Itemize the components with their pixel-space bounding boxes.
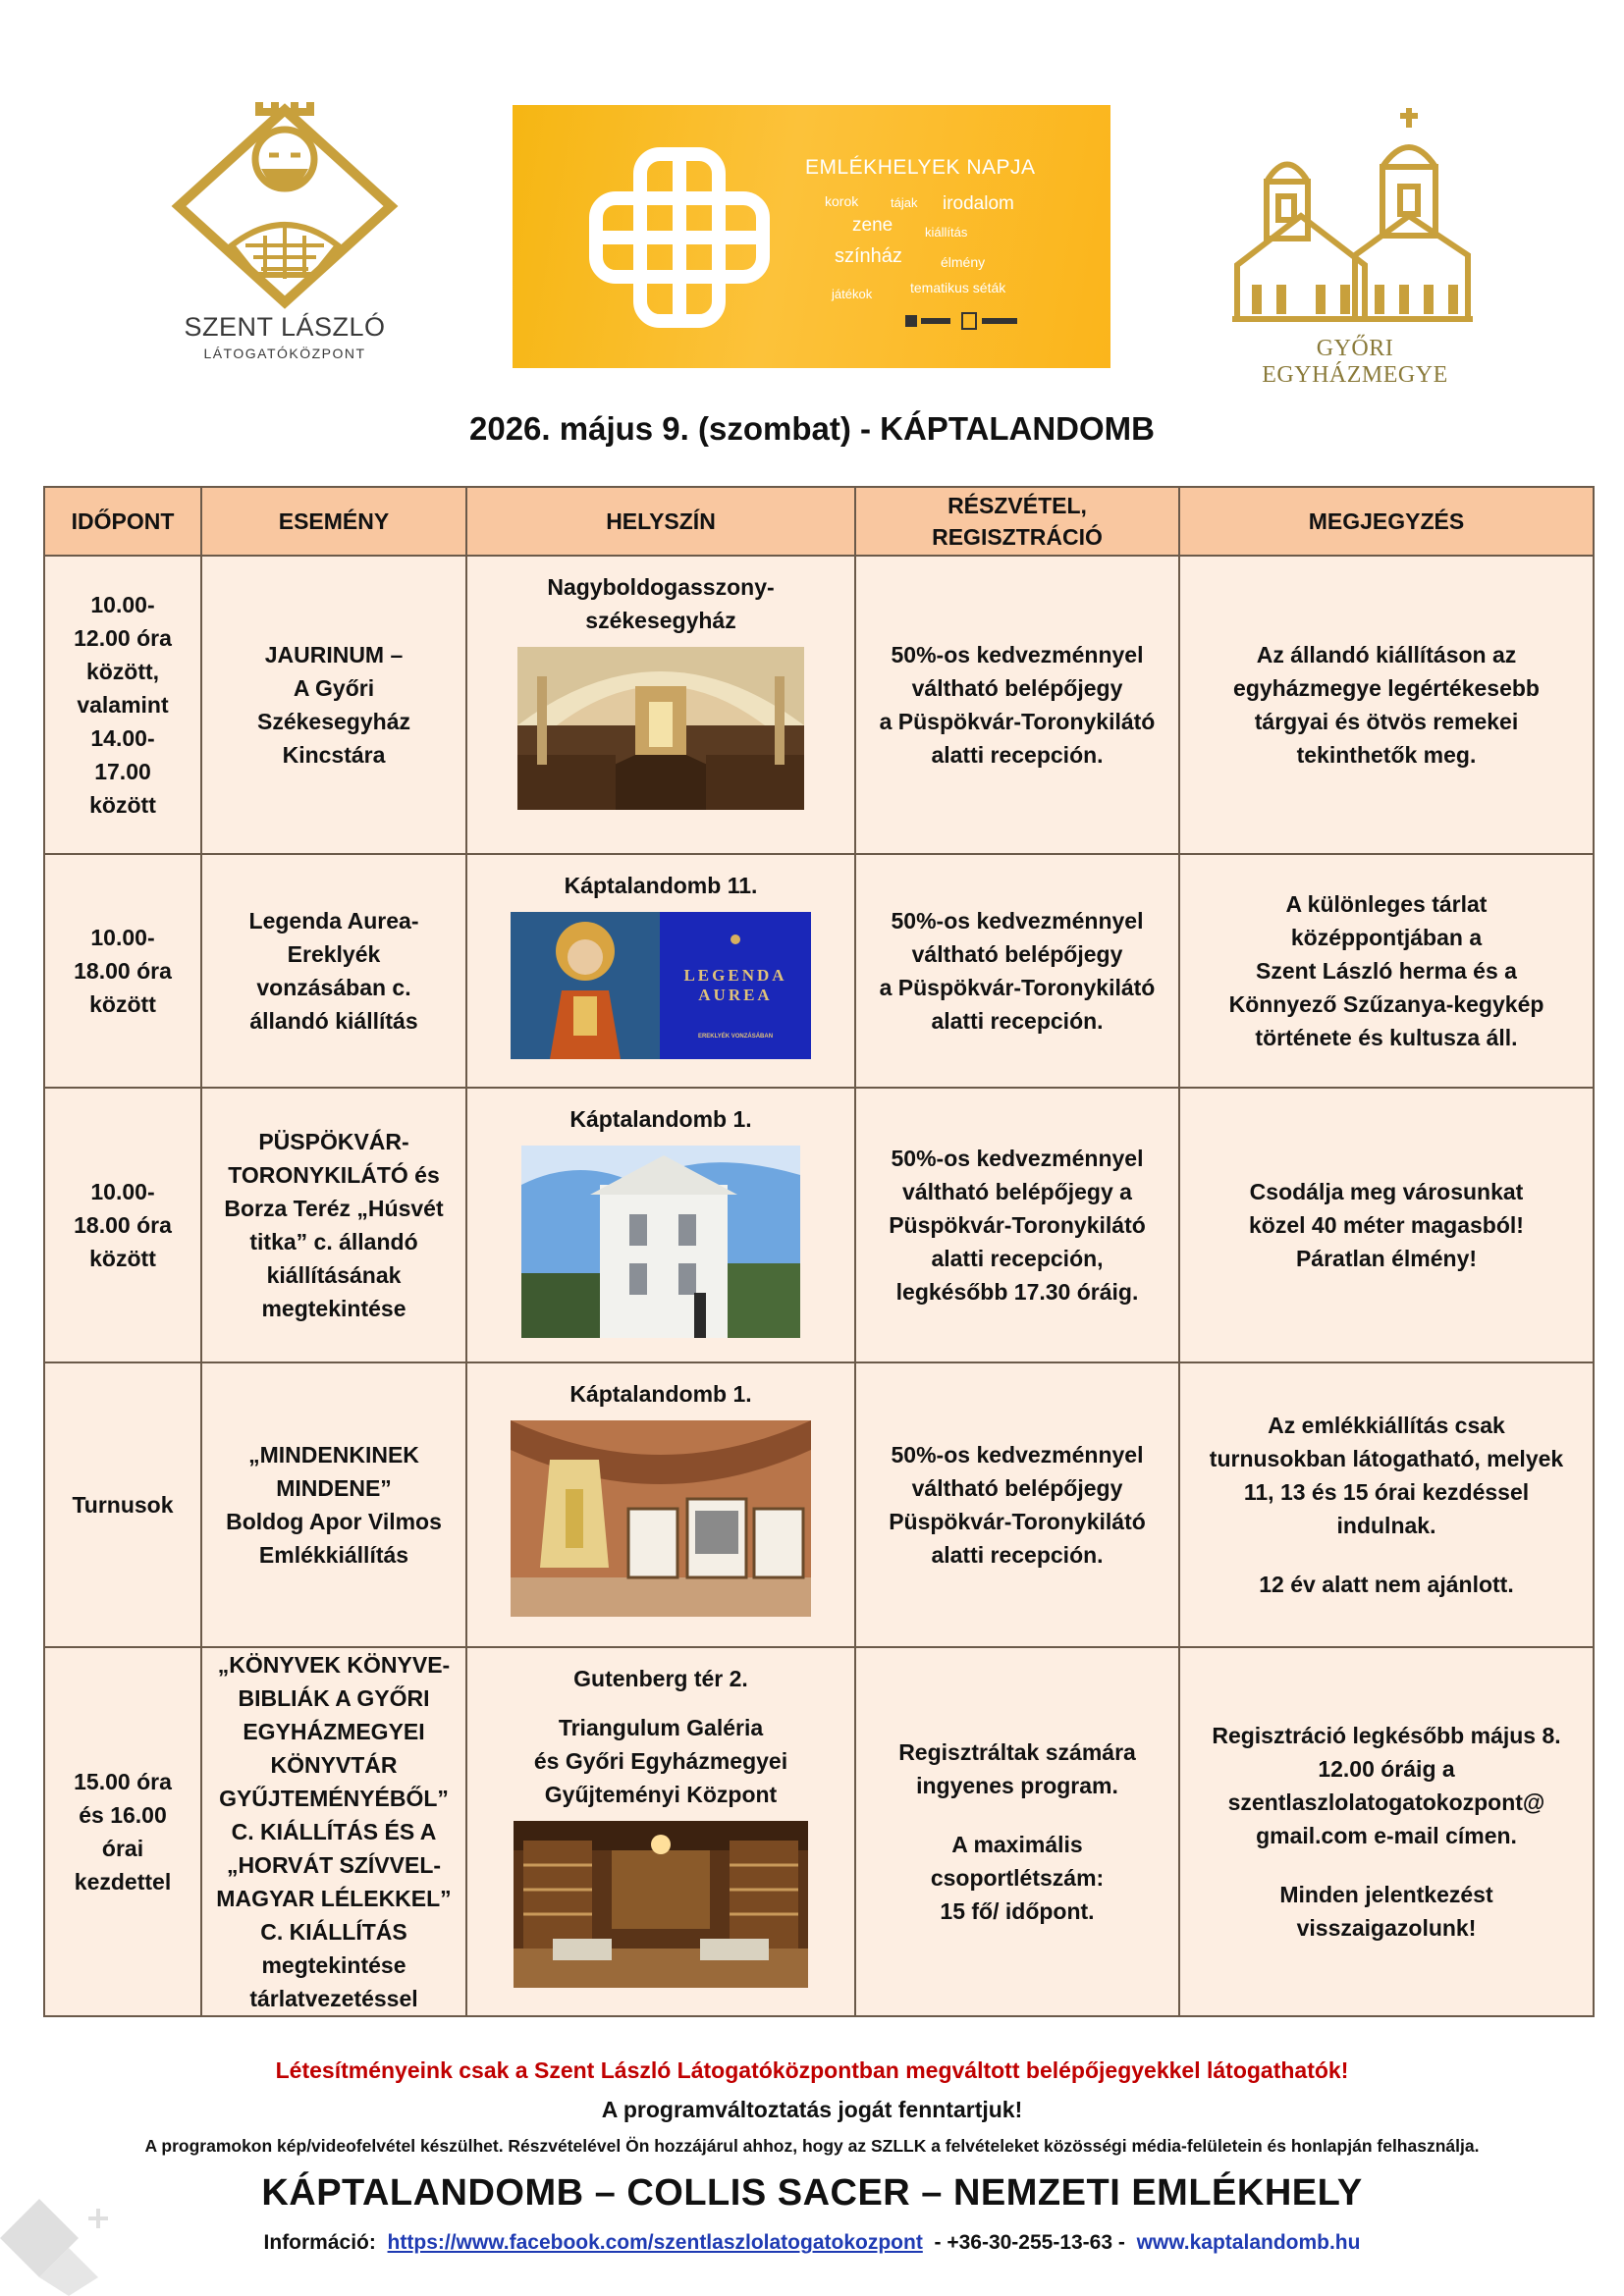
cell-line: indulnak. <box>1336 1513 1436 1538</box>
celtic-knot-icon <box>586 144 773 331</box>
cell-line: 18.00 óra <box>74 1212 172 1238</box>
time-cell <box>44 854 201 1088</box>
cell-line: Káptalandomb 1. <box>569 1381 752 1407</box>
change-notice: A programváltoztatás jogát fenntartjuk! <box>601 2097 1023 2122</box>
cell-line: tárgyai és ötvös remekei <box>1254 709 1519 734</box>
cell-line: Legenda Aurea- <box>248 908 419 934</box>
watermark-icon <box>0 2189 128 2296</box>
note-cell <box>1179 854 1594 1088</box>
cell-line: között <box>89 792 156 818</box>
place-cell <box>466 1088 855 1362</box>
legenda-aurea-title: LEGENDA <box>683 966 787 985</box>
cell-line: C. KIÁLLÍTÁS <box>260 1919 407 1945</box>
separator: - <box>1117 2231 1125 2254</box>
note-cell <box>1179 1647 1594 2016</box>
cell-line: TORONYKILÁTÓ és <box>228 1162 440 1188</box>
header-registration-line: REGISZTRÁCIÓ <box>932 524 1103 550</box>
cell-line: MINDENE” <box>276 1475 392 1501</box>
banner-word: zene <box>852 215 893 236</box>
cell-line: Regisztráció legkésőbb május 8. <box>1212 1723 1561 1748</box>
event-cell <box>201 1362 466 1647</box>
cell-line: váltható belépőjegy <box>911 1475 1123 1501</box>
cell-line: 12.00 óráig a <box>1318 1756 1455 1782</box>
phone-number: +36-30-255-13-63 <box>947 2231 1113 2254</box>
cell-line: Káptalandomb 1. <box>569 1106 752 1132</box>
registration-cell <box>855 1362 1179 1647</box>
cell-line: 10.00- <box>90 1179 155 1204</box>
cell-line: ingyenes program. <box>916 1773 1118 1798</box>
cell-line: megtekintése <box>261 1952 406 1978</box>
cell-line: közel 40 méter magasból! <box>1249 1212 1524 1238</box>
left-logo-subtitle: LÁTOGATÓKÖZPONT <box>203 346 366 361</box>
header-registration <box>855 487 1179 556</box>
facebook-link[interactable]: https://www.facebook.com/szentlaszlolatogatokozpont <box>387 2231 923 2254</box>
banner-word: színház <box>835 245 902 267</box>
cell-line: szentlaszlolatogatokozpont@ <box>1227 1789 1545 1815</box>
table-row <box>44 556 1594 854</box>
separator: - <box>934 2231 942 2254</box>
cell-line: 12 év alatt nem ajánlott. <box>1259 1572 1514 1597</box>
banner-word: korok <box>825 193 859 209</box>
cell-line: között <box>89 991 156 1017</box>
cathedral-interior-photo <box>517 647 804 810</box>
cell-line: kezdettel <box>74 1869 172 1895</box>
program-table <box>43 486 1595 2017</box>
cell-line: legkésőbb 17.30 óráig. <box>895 1279 1139 1305</box>
cell-line: „MINDENKINEK <box>248 1442 419 1468</box>
cell-line: KÖNYVTÁR <box>270 1752 398 1778</box>
place-cell <box>466 1647 855 2016</box>
cell-line: 50%-os kedvezménnyel <box>891 908 1144 934</box>
cell-line: MAGYAR LÉLEKKEL” <box>216 1886 452 1911</box>
event-cell <box>201 1088 466 1362</box>
cell-line: C. KIÁLLÍTÁS ÉS A <box>231 1819 437 1844</box>
cell-line: 15 fő/ időpont. <box>940 1898 1095 1924</box>
registration-cell <box>855 1647 1179 2016</box>
cell-line: „HORVÁT SZÍVVEL- <box>226 1852 442 1878</box>
sponsor-logos-icon <box>905 311 1023 333</box>
cell-line: története és kultusza áll. <box>1255 1025 1518 1050</box>
cell-line: Az állandó kiállításon az <box>1256 642 1517 667</box>
header-time: IDŐPONT <box>44 487 201 556</box>
cell-line: Emlékkiállítás <box>258 1542 409 1568</box>
cell-line: Gyűjteményi Központ <box>544 1782 778 1807</box>
website-link[interactable]: www.kaptalandomb.hu <box>1136 2231 1361 2254</box>
cell-line: Ereklyék <box>287 941 381 967</box>
cathedral-icon <box>1227 108 1483 329</box>
cell-line: tárlatvezetéssel <box>249 1986 418 2011</box>
contact-info <box>0 2231 1624 2255</box>
event-cell <box>201 556 466 854</box>
cell-line: és 16.00 <box>79 1802 167 1828</box>
cell-line: alatti recepción, <box>931 1246 1104 1271</box>
cell-line: Minden jelentkezést <box>1279 1882 1493 1907</box>
cell-line: csoportlétszám: <box>930 1865 1105 1891</box>
registration-cell <box>855 556 1179 854</box>
table-row <box>44 854 1594 1088</box>
cell-line: Székesegyház <box>257 709 410 734</box>
time-cell <box>44 556 201 854</box>
time-cell <box>44 1647 201 2016</box>
cell-line: alatti recepción. <box>931 742 1104 768</box>
media-consent-notice: A programokon kép/videofelvétel készülhet. Részvételével Ön hozzájárul ahhoz, hogy az SZLLK a felvételeket közösségi média-felületein és honlapján felhasználja. <box>144 2136 1480 2156</box>
place-cell <box>466 556 855 854</box>
cell-line: 11, 13 és 15 órai kezdéssel <box>1243 1479 1530 1505</box>
cell-line: között <box>89 1246 156 1271</box>
info-label: Információ: <box>263 2231 376 2254</box>
cell-line: órai <box>101 1836 144 1861</box>
cell-line: BIBLIÁK A GYŐRI <box>238 1685 430 1711</box>
cell-line: Az emlékkiállítás csak <box>1268 1413 1505 1438</box>
cell-line: egyházmegye legértékesebb <box>1233 675 1540 701</box>
cell-line: A maximális <box>951 1832 1083 1857</box>
cell-line: Káptalandomb 11. <box>564 873 758 898</box>
banner-word: tájak <box>891 195 918 210</box>
cell-line: Csodálja meg városunkat <box>1249 1179 1524 1204</box>
cell-line: váltható belépőjegy <box>911 941 1123 967</box>
saint-laszlo-emblem-icon <box>167 98 403 309</box>
legenda-aurea-photo <box>511 912 811 1059</box>
place-cell <box>466 854 855 1088</box>
table-row <box>44 1647 1594 2016</box>
cell-line: valamint <box>77 692 169 718</box>
cell-line: „KÖNYVEK KÖNYVE- <box>217 1652 451 1678</box>
cell-line: 50%-os kedvezménnyel <box>891 1442 1144 1468</box>
cell-line: váltható belépőjegy <box>911 675 1123 701</box>
place-cell <box>466 1362 855 1647</box>
banner-word: játékok <box>832 287 873 301</box>
table-header-row <box>44 487 1594 556</box>
cell-line: GYŰJTEMÉNYÉBŐL” <box>219 1786 449 1811</box>
legenda-aurea-subtitle: EREKLYÉK VONZÁSÁBAN <box>697 1034 774 1040</box>
cell-line: Püspökvár-Toronykilátó <box>889 1212 1146 1238</box>
time-cell <box>44 1088 201 1362</box>
cell-line: Turnusok <box>72 1492 174 1518</box>
cell-line: Könnyező Szűzanya-kegykép <box>1228 991 1544 1017</box>
header-registration-line: RÉSZVÉTEL, <box>947 493 1087 518</box>
cell-line: kiállításának <box>266 1262 402 1288</box>
cell-line: megtekintése <box>261 1296 406 1321</box>
cell-line: 14.00- <box>90 725 155 751</box>
cell-line: 12.00 óra <box>74 625 172 651</box>
emlekhelyek-napja-banner <box>513 105 1110 368</box>
header-place: HELYSZÍN <box>466 487 855 556</box>
right-logo-name: GYŐRI EGYHÁZMEGYE <box>1262 336 1448 388</box>
cell-line: Boldog Apor Vilmos <box>226 1509 442 1534</box>
registration-cell <box>855 1088 1179 1362</box>
cell-line: EGYHÁZMEGYEI <box>243 1719 425 1744</box>
szent-laszlo-logo <box>167 98 403 373</box>
cell-line: középpontjában a <box>1290 925 1483 950</box>
left-logo-name: SZENT LÁSZLÓ <box>184 312 386 342</box>
cell-line: vonzásában c. <box>256 975 411 1000</box>
cell-line: 50%-os kedvezménnyel <box>891 642 1144 667</box>
cell-line: turnusokban látogatható, melyek <box>1209 1446 1564 1471</box>
table-row <box>44 1362 1594 1647</box>
cell-line: között, <box>85 659 160 684</box>
cell-line: Szent László herma és a <box>1256 958 1517 984</box>
cell-line: Páratlan élmény! <box>1295 1246 1478 1271</box>
cell-line: Borza Teréz „Húsvét <box>224 1196 444 1221</box>
cell-line: a Püspökvár-Toronykilátó <box>879 975 1156 1000</box>
cell-line: gmail.com e-mail címen. <box>1256 1823 1517 1848</box>
cell-line: Regisztráltak számára <box>898 1739 1136 1765</box>
bishops-castle-tower-photo <box>521 1146 800 1338</box>
cell-line: PÜSPÖKVÁR- <box>258 1129 409 1154</box>
cell-line: 18.00 óra <box>74 958 172 984</box>
cell-line: Triangulum Galéria <box>558 1715 764 1740</box>
header-note: MEGJEGYZÉS <box>1179 487 1594 556</box>
cell-line: Püspökvár-Toronykilátó <box>889 1509 1146 1534</box>
note-cell <box>1179 556 1594 854</box>
cell-line: a Püspökvár-Toronykilátó <box>879 709 1156 734</box>
library-gallery-photo <box>514 1821 808 1988</box>
cell-line: titka” c. állandó <box>249 1229 418 1255</box>
cell-line: tekinthetők meg. <box>1296 742 1477 768</box>
cell-line: és Győri Egyházmegyei <box>533 1748 788 1774</box>
cell-line: JAURINUM – <box>264 642 404 667</box>
cell-line: A különleges tárlat <box>1285 891 1488 917</box>
cell-line: székesegyház <box>585 608 736 633</box>
gyori-egyhazmegye-logo <box>1227 108 1483 388</box>
banner-word: élmény <box>941 254 986 270</box>
cell-line: 17.00 <box>94 759 151 784</box>
footer-headline: KÁPTALANDOMB – COLLIS SACER – NEMZETI EMLÉKHELY <box>261 2172 1363 2214</box>
cell-line: Kincstára <box>282 742 386 768</box>
event-cell <box>201 854 466 1088</box>
cell-line: Nagyboldogasszony- <box>547 574 775 600</box>
apor-vilmos-exhibition-photo <box>511 1420 811 1617</box>
table-row <box>44 1088 1594 1362</box>
cell-line: 50%-os kedvezménnyel <box>891 1146 1144 1171</box>
note-cell <box>1179 1088 1594 1362</box>
legenda-aurea-title: AUREA <box>698 986 773 1004</box>
cell-line: A Győri <box>293 675 375 701</box>
page-title: 2026. május 9. (szombat) - KÁPTALANDOMB <box>469 410 1155 447</box>
banner-word: irodalom <box>943 193 1014 214</box>
cell-line: 10.00- <box>90 925 155 950</box>
banner-word: tematikus séták <box>910 280 1006 295</box>
time-cell <box>44 1362 201 1647</box>
cell-line: Gutenberg tér 2. <box>573 1666 748 1691</box>
cell-line: alatti recepción. <box>931 1008 1104 1034</box>
registration-cell <box>855 854 1179 1088</box>
entry-notice: Létesítményeink csak a Szent László Látogatóközpontban megváltott belépőjegyekkel látogathatók! <box>275 2057 1349 2083</box>
banner-word: kiállítás <box>925 225 968 240</box>
header-event: ESEMÉNY <box>201 487 466 556</box>
cell-line: visszaigazolunk! <box>1296 1915 1477 1941</box>
cell-line: váltható belépőjegy a <box>902 1179 1132 1204</box>
cell-line: 15.00 óra <box>74 1769 172 1794</box>
note-cell <box>1179 1362 1594 1647</box>
cell-line: 10.00- <box>90 592 155 617</box>
event-cell <box>201 1647 466 2016</box>
cell-line: állandó kiállítás <box>249 1008 418 1034</box>
banner-title: EMLÉKHELYEK NAPJA <box>805 156 1036 179</box>
cell-line: alatti recepción. <box>931 1542 1104 1568</box>
